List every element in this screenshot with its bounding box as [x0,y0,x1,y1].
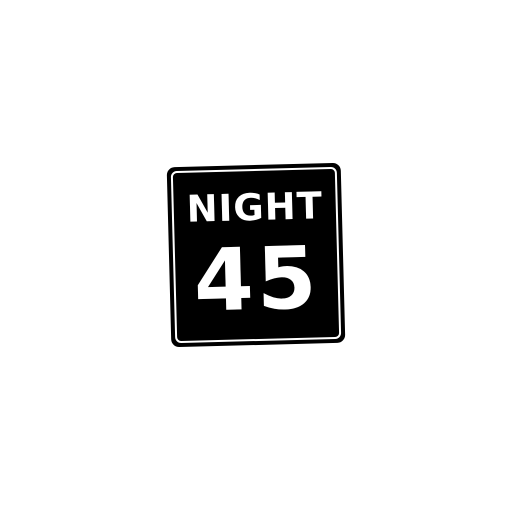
speed-limit-value: 45 [192,228,321,332]
sign-word: NIGHT [186,184,324,231]
night-speed-limit-sign [167,163,346,347]
